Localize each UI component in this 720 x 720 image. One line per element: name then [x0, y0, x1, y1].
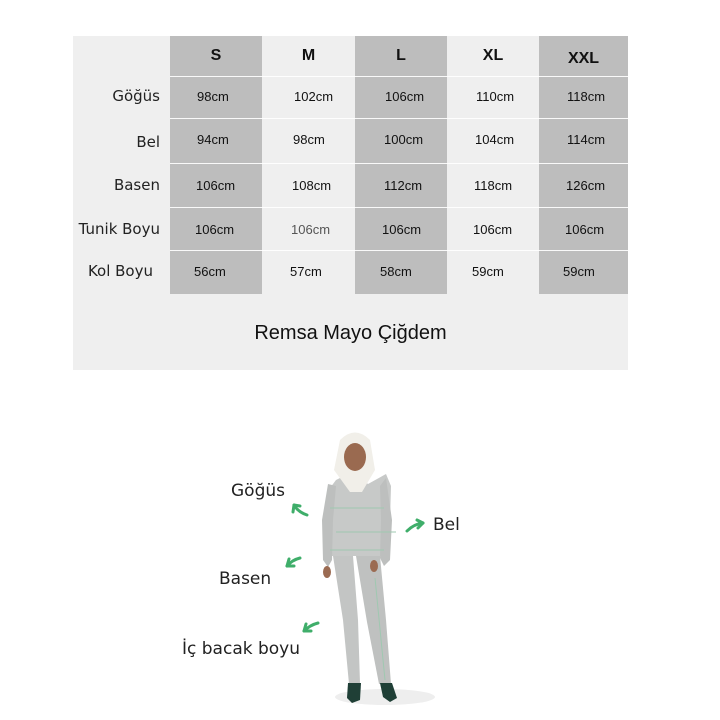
right-hand — [370, 560, 378, 572]
chest-arrow — [293, 505, 307, 515]
table-cell: 102cm — [294, 89, 334, 104]
left-hand — [323, 566, 331, 578]
size-header-s: S — [210, 47, 222, 64]
table-cell: 57cm — [290, 264, 322, 279]
table-cell: 112cm — [384, 178, 423, 193]
table-cell: 106cm — [195, 222, 235, 237]
table-cell: 118cm — [474, 178, 513, 193]
table-cell: 100cm — [384, 132, 424, 147]
table-cell: 106cm — [291, 222, 331, 237]
row-label-chest: Göğüs — [112, 87, 160, 105]
table-cell: 59cm — [472, 264, 504, 279]
table-cell: 108cm — [292, 178, 332, 193]
inseam-arrow — [304, 623, 318, 631]
table-cell: 106cm — [196, 178, 236, 193]
size-header-xl: XL — [482, 47, 504, 64]
row-label-sleeve-length: Kol Boyu — [87, 262, 153, 280]
table-cell: 98cm — [293, 132, 325, 147]
figure-label-waist: Bel — [433, 515, 460, 535]
figure-label-chest: Göğüs — [231, 481, 285, 501]
table-cell: 58cm — [380, 264, 412, 279]
hips-arrow — [287, 558, 300, 566]
size-header-m: M — [301, 47, 316, 64]
table-cell: 106cm — [565, 222, 605, 237]
product-caption: Remsa Mayo Çiğdem — [254, 322, 447, 344]
figure-label-inseam: İç bacak boyu — [182, 639, 301, 659]
table-cell: 118cm — [567, 89, 606, 104]
row-label-waist: Bel — [136, 133, 160, 151]
face — [344, 443, 366, 471]
left-shoe — [347, 683, 361, 703]
table-cell: 126cm — [566, 178, 606, 193]
right-leg — [356, 556, 391, 684]
size-header-l: L — [396, 47, 406, 64]
table-cell: 106cm — [382, 222, 422, 237]
row-label-hips: Basen — [113, 176, 160, 194]
left-leg — [333, 556, 360, 684]
table-cell: 104cm — [475, 132, 515, 147]
table-cell: 106cm — [473, 222, 513, 237]
table-cell: 94cm — [197, 132, 229, 147]
waist-arrow — [407, 520, 423, 531]
size-header-xxl: XXL — [567, 50, 600, 67]
table-cell: 106cm — [385, 89, 425, 104]
table-cell: 56cm — [194, 264, 226, 279]
row-label-tunic-length: Tunik Boyu — [78, 220, 160, 238]
table-cell: 114cm — [567, 132, 606, 147]
table-cell: 98cm — [197, 89, 229, 104]
figure-label-hips: Basen — [219, 569, 272, 589]
table-cell: 59cm — [563, 264, 595, 279]
table-cell: 110cm — [476, 89, 515, 104]
